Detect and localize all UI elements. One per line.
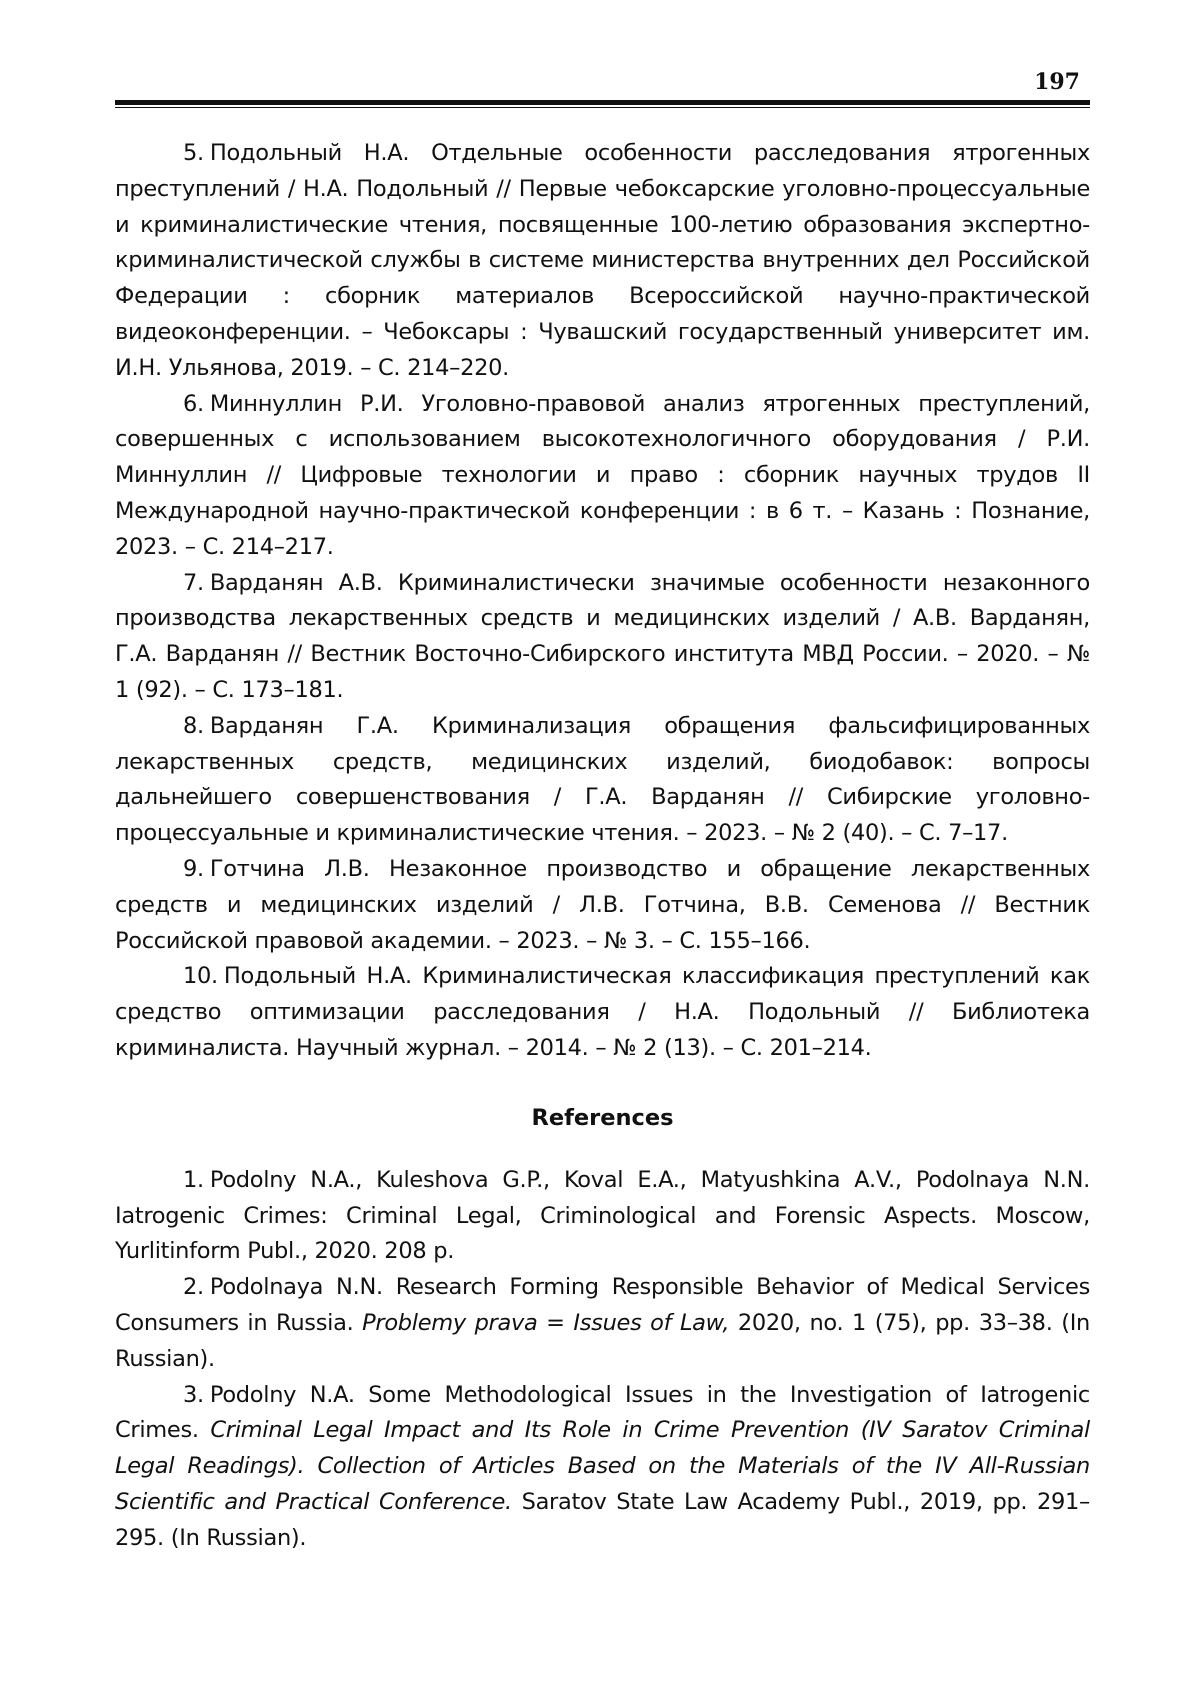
reference-item [115, 852, 1090, 959]
reference-item [115, 566, 1090, 709]
reference-item [115, 1163, 1090, 1270]
reference-number: 8. [183, 712, 204, 739]
reference-item [115, 387, 1090, 566]
reference-item [115, 959, 1090, 1066]
russian-reference-list [115, 136, 1090, 1067]
reference-number: 1. [183, 1166, 204, 1193]
header-rule-thick [115, 100, 1090, 105]
reference-text: Подольный Н.А. Отдельные особенности расследования ятрогенных преступлений / Н.А. Подольный // Первые чебоксарские уголовно-процессуальные и криминалистические чтения, посвященные 100-летию образования экспертно-криминалистической службы в системе министерства внутренних дел Российской Федерации : сборник материалов Всероссийской научно-практической видеоконференции. – Чебоксары : Чувашский государственный университет им. И.Н. Ульянова, 2019. – С. 214–220. [115, 140, 1090, 381]
reference-item [115, 1378, 1090, 1557]
reference-number: 9. [183, 855, 204, 882]
page-number: 197 [1034, 69, 1080, 95]
reference-item [115, 1270, 1090, 1377]
reference-text: Podolny N.A. Some Methodological Issues in the Investigation of Iatrogenic Crimes. [115, 1381, 1090, 1444]
reference-number: 2. [183, 1274, 204, 1301]
reference-item [115, 709, 1090, 852]
reference-text-tail: Saratov State Law Academy Publ., 2019, pp. 291–295. (In Russian). [115, 1488, 1090, 1551]
reference-text: Готчина Л.В. Незаконное производство и обращение лекарственных средств и медицинских изделий / Л.В. Готчина, В.В. Семенова // Вестник Российской правовой академии. – 2023. – № 3. – С. 155–166. [115, 855, 1090, 954]
reference-item [115, 136, 1090, 387]
references-heading: References [531, 1104, 674, 1131]
reference-number: 7. [183, 569, 204, 596]
reference-text: Podolny N.A., Kuleshova G.P., Koval E.A., Matyushkina A.V., Podolnaya N.N. Iatrogenic Crimes: Criminal Legal, Criminological and Forensic Aspects. Moscow, Yurlitinform Publ., 2020. 208 p. [115, 1166, 1090, 1265]
reference-text: Миннуллин Р.И. Уголовно-правовой анализ ятрогенных преступлений, совершенных с использованием высокотехнологичного оборудования / Р.И. Миннуллин // Цифровые технологии и право : сборник научных трудов II Международной научно-практической конференции : в 6 т. – Казань : Познание, 2023. – С. 214–217. [115, 390, 1090, 560]
reference-text: Варданян А.В. Криминалистически значимые особенности незаконного производства лекарственных средств и медицинских изделий / А.В. Варданян, Г.А. Варданян // Вестник Восточно-Сибирского института МВД России. – 2020. – № 1 (92). – С. 173–181. [115, 569, 1090, 703]
reference-number: 6. [183, 390, 204, 417]
page [115, 70, 1090, 1556]
reference-text-tail: 2020, no. 1 (75), pp. 33–38. (In Russian). [115, 1309, 1091, 1372]
reference-text: Подольный Н.А. Криминалистическая классификация преступлений как средство оптимизации расследования / Н.А. Подольный // Библиотека криминалиста. Научный журнал. – 2014. – № 2 (13). – С. 201–214. [115, 963, 1090, 1061]
reference-source-title: Criminal Legal Impact and Its Role in Crime Prevention (IV Saratov Criminal Legal Readings). Collection of Articles Based on the Materials of the IV All-Russian Scientific and Practical Conference. [115, 1417, 1090, 1515]
reference-number: 10. [183, 963, 218, 990]
english-reference-list [115, 1163, 1090, 1557]
reference-number: 3. [183, 1381, 204, 1408]
reference-text: Podolnaya N.N. Research Forming Responsible Behavior of Medical Services Consumers in Russia. [115, 1274, 1090, 1336]
reference-number: 5. [183, 140, 204, 166]
header-rule-thin [115, 107, 1090, 108]
reference-text: Варданян Г.А. Криминализация обращения фальсифицированных лекарственных средств, медицинских изделий, биодобавок: вопросы дальнейшего совершенствования / Г.А. Варданян // Сибирские уголовно-процессуальные и криминалистические чтения. – 2023. – № 2 (40). – С. 7–17. [115, 712, 1090, 847]
reference-source-title: Problemy prava = Issues of Law, [362, 1309, 730, 1336]
